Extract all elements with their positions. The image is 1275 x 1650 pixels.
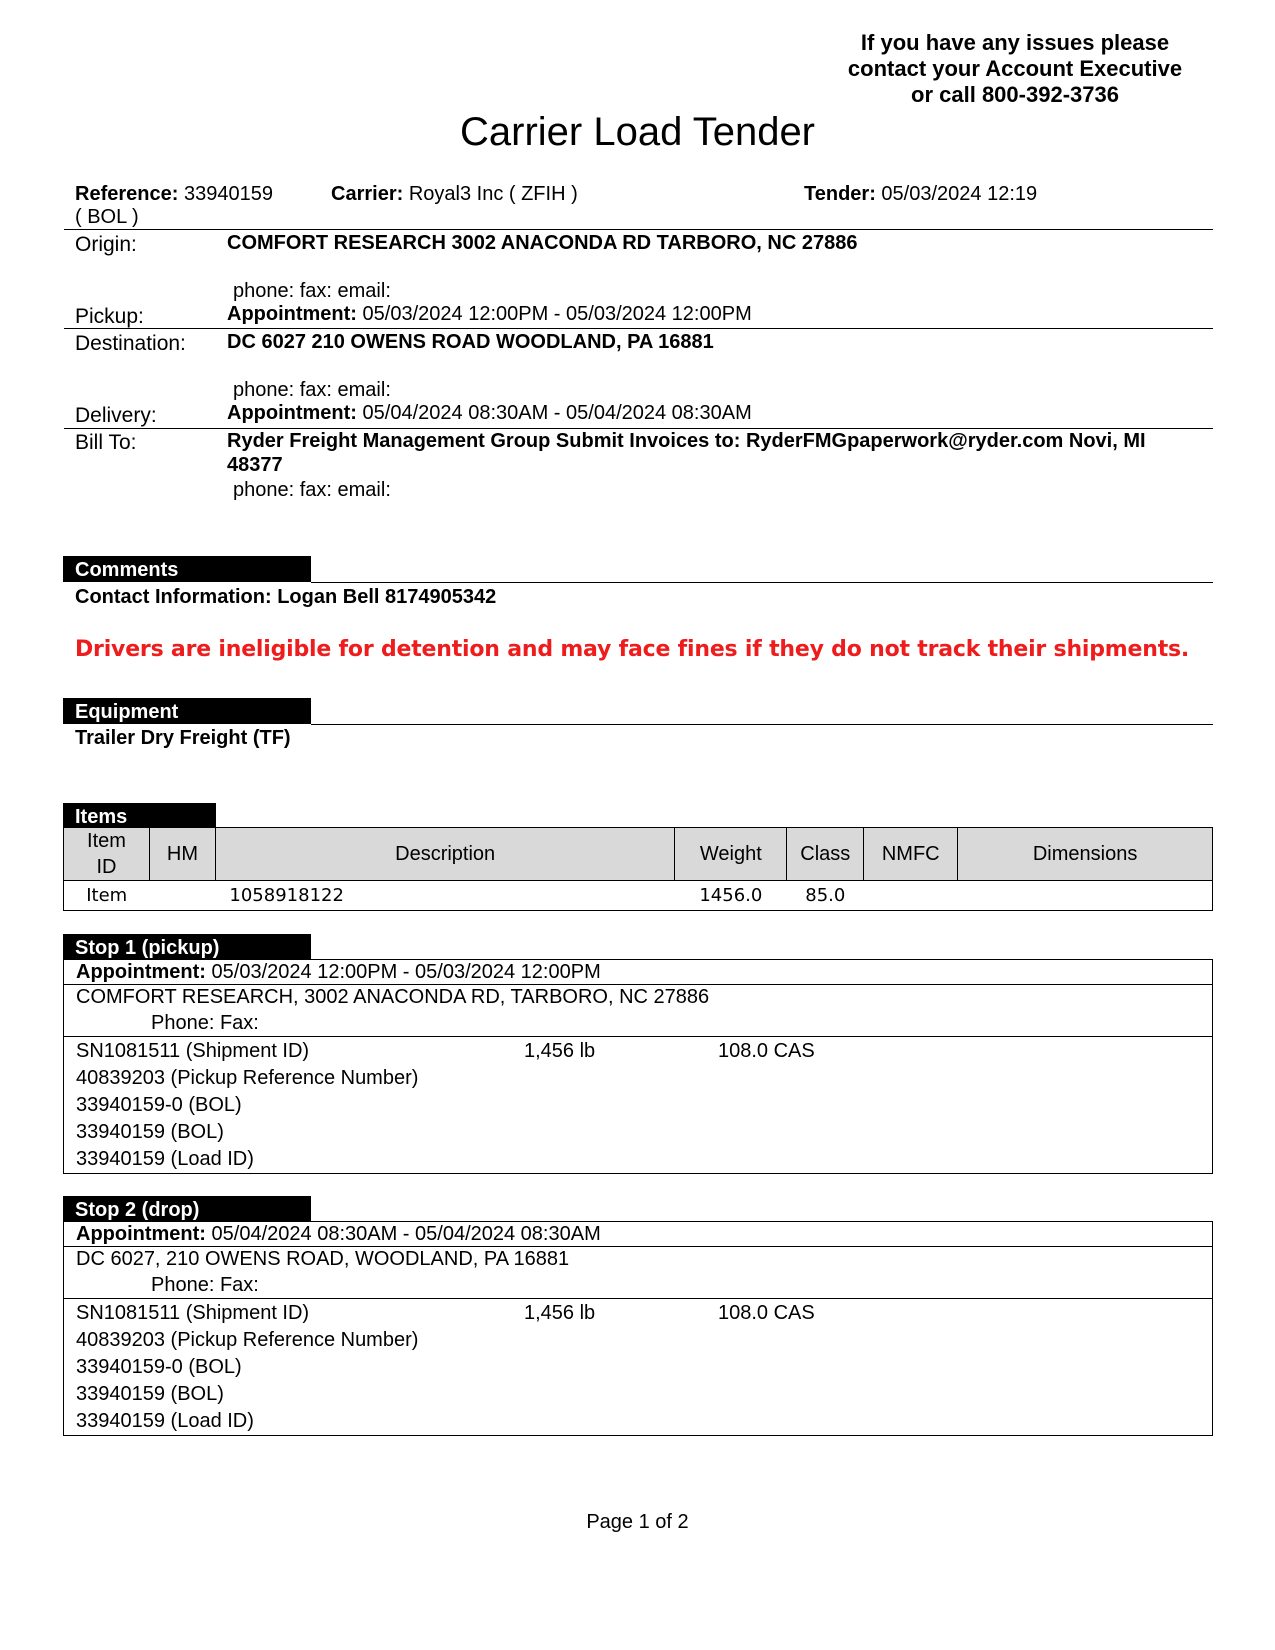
reference-text: 40839203 (Pickup Reference Number) (76, 1329, 419, 1351)
page-number: Page 1 of 2 (586, 1511, 689, 1533)
reference-text: 40839203 (Pickup Reference Number) (76, 1067, 419, 1089)
appointment-label: Appointment: (76, 1223, 206, 1245)
reference-label: Reference: (75, 183, 179, 205)
reference-line (76, 1119, 1212, 1146)
reference-text: 33940159-0 (BOL) (76, 1356, 242, 1378)
support-notice-line: If you have any issues please (860, 30, 1170, 55)
column-header: Description (215, 828, 674, 881)
bill-to-contact: phone: fax: email: (233, 479, 391, 501)
stop-phone-fax: Phone: Fax: (151, 1012, 259, 1034)
column-header: NMFC (864, 828, 958, 881)
tender-value: 05/03/2024 12:19 (881, 183, 1038, 205)
reference-text: 33940159 (Load ID) (76, 1148, 254, 1170)
pickup-label: Pickup: (75, 305, 144, 328)
reference-text: SN1081511 (Shipment ID) (76, 1302, 310, 1324)
reference-line (76, 1092, 1212, 1119)
reference-text: 33940159 (BOL) (76, 1383, 224, 1405)
bill-to-label: Bill To: (75, 431, 137, 454)
comments-contact: Contact Information: Logan Bell 8174905342 (75, 586, 497, 608)
stop-2-box (63, 1221, 1213, 1436)
divider (311, 724, 1213, 725)
reference-weight: 1,456 lb (524, 1302, 596, 1324)
appointment-value: 05/03/2024 12:00PM - 05/03/2024 12:00PM (362, 303, 752, 325)
carrier-field (331, 183, 578, 206)
bill-to-line: 48377 (227, 454, 283, 476)
items-table (63, 827, 1213, 911)
item-id-cell: Item (64, 881, 150, 911)
reference-value: 33940159 (183, 183, 273, 205)
reference-line (76, 1300, 1212, 1327)
reference-text: 33940159-0 (BOL) (76, 1094, 242, 1116)
column-header: Item ID (64, 828, 150, 881)
tender-field (804, 183, 1037, 206)
appointment-label: Appointment: (227, 402, 357, 424)
reference-quantity: 108.0 CAS (718, 1040, 815, 1062)
origin-contact: phone: fax: email: (233, 280, 391, 302)
reference-text: SN1081511 (Shipment ID) (76, 1040, 310, 1062)
table-row (64, 881, 1213, 911)
bill-to-line: Ryder Freight Management Group Submit Invoices to: RyderFMGpaperwork@ryder.com Novi, MI (227, 430, 1146, 452)
stop-address-block (64, 985, 1212, 1037)
stop-appointment (64, 960, 1212, 985)
reference-text: 33940159 (Load ID) (76, 1410, 254, 1432)
appointment-label: Appointment: (227, 303, 357, 325)
detention-warning: Drivers are ineligible for detention and may face fines if they do not track their shipments. (75, 637, 1190, 662)
reference-field (75, 183, 273, 206)
divider (64, 229, 1213, 230)
divider (311, 582, 1213, 583)
equipment-heading: Equipment (63, 698, 311, 724)
stop-1-heading: Stop 1 (pickup) (63, 934, 311, 960)
divider (64, 428, 1213, 429)
equipment-value: Trailer Dry Freight (TF) (75, 727, 291, 749)
column-header: Weight (675, 828, 787, 881)
destination-contact: phone: fax: email: (233, 379, 391, 401)
carrier-value: Royal3 Inc ( ZFIH ) (408, 183, 578, 205)
delivery-appointment (227, 402, 752, 425)
origin-label: Origin: (75, 233, 137, 256)
appointment-label: Appointment: (76, 961, 206, 983)
nmfc-cell (864, 881, 958, 911)
stop-address: COMFORT RESEARCH, 3002 ANACONDA RD, TARBORO, NC 27886 (76, 986, 710, 1008)
reference-line (76, 1381, 1212, 1408)
hm-cell (149, 881, 215, 911)
weight-cell: 1456.0 (675, 881, 787, 911)
dimensions-cell (958, 881, 1213, 911)
stop-appointment (64, 1222, 1212, 1247)
column-header: Class (787, 828, 864, 881)
carrier-label: Carrier: (331, 183, 404, 205)
items-heading: Items (63, 803, 216, 829)
support-notice (820, 30, 1210, 108)
column-header: HM (149, 828, 215, 881)
reference-line (76, 1327, 1212, 1354)
pickup-appointment (227, 303, 752, 326)
destination-address: DC 6027 210 OWENS ROAD WOODLAND, PA 16881 (227, 331, 714, 353)
support-notice-line: contact your Account Executive (847, 56, 1183, 81)
reference-line (76, 1065, 1212, 1092)
document-title: Carrier Load Tender (459, 110, 816, 154)
comments-heading: Comments (63, 556, 311, 582)
reference-weight: 1,456 lb (524, 1040, 596, 1062)
divider (64, 328, 1213, 329)
appointment-value: 05/04/2024 08:30AM - 05/04/2024 08:30AM (211, 1223, 601, 1245)
tender-label: Tender: (804, 183, 876, 205)
stop-phone-fax: Phone: Fax: (151, 1274, 259, 1296)
delivery-label: Delivery: (75, 404, 157, 427)
support-notice-line: or call 800-392-3736 (911, 82, 1119, 107)
appointment-value: 05/04/2024 08:30AM - 05/04/2024 08:30AM (362, 402, 752, 424)
stop-references (64, 1037, 1212, 1173)
stop-references (64, 1299, 1212, 1435)
destination-label: Destination: (75, 332, 186, 355)
reference-text: 33940159 (BOL) (76, 1121, 224, 1143)
reference-quantity: 108.0 CAS (718, 1302, 815, 1324)
column-header: Dimensions (958, 828, 1213, 881)
stop-2-heading: Stop 2 (drop) (63, 1196, 311, 1222)
stop-1-box (63, 959, 1213, 1174)
stop-address: DC 6027, 210 OWENS ROAD, WOODLAND, PA 16881 (76, 1248, 570, 1270)
class-cell: 85.0 (787, 881, 864, 911)
reference-line (76, 1408, 1212, 1435)
table-header-row (64, 828, 1213, 881)
reference-line (76, 1146, 1212, 1173)
appointment-value: 05/03/2024 12:00PM - 05/03/2024 12:00PM (211, 961, 601, 983)
description-cell: 1058918122 (215, 881, 674, 911)
reference-line (76, 1038, 1212, 1065)
reference-line (76, 1354, 1212, 1381)
reference-suffix: ( BOL ) (75, 206, 139, 228)
stop-address-block (64, 1247, 1212, 1299)
origin-address: COMFORT RESEARCH 3002 ANACONDA RD TARBORO, NC 27886 (227, 232, 858, 254)
